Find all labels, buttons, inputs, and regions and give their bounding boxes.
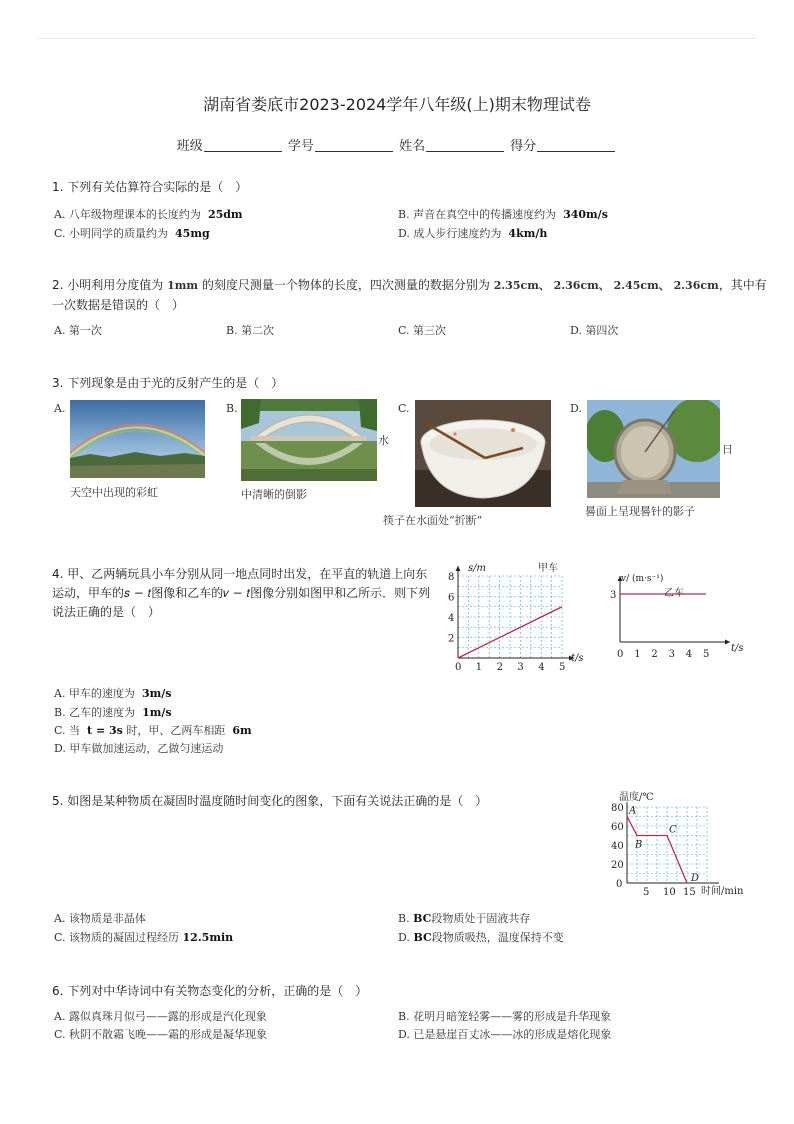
chart-cool-ylabel: 温度/℃ (619, 792, 654, 803)
chart-yi-xtick: 1 (634, 649, 641, 660)
q4-stem-line2: 运动，甲车的𝑠 − 𝑡图像和乙车的𝑣 − 𝑡图像分别如图甲和乙所示．则下列 (52, 586, 431, 600)
q5-chart-cooling (605, 788, 750, 896)
bridge-reflection-photo (241, 399, 377, 481)
q4-stem-line3: 说法正确的是（ ） (52, 605, 161, 619)
q6-option-b[interactable]: B. 花明月暗笼轻雾——雾的形成是升华现象 (398, 1010, 612, 1023)
q2-option-d[interactable]: D. 第四次 (570, 324, 619, 337)
q3-b-caption: 中清晰的倒影 (241, 488, 307, 501)
chart-yi-ylabel: v/ (m·s⁻¹) (621, 574, 664, 584)
q2-option-a[interactable]: A. 第一次 (54, 324, 102, 337)
chart-jia-xtick: 0 (455, 662, 462, 672)
chart-cool-point-label: D (691, 873, 700, 884)
chart-cool-ytick: 60 (611, 822, 624, 833)
q5-stem: 5. 如图是某种物质在凝固时温度随时间变化的图象，下面有关说法正确的是（ ） (52, 794, 488, 808)
chart-jia-xtick: 2 (496, 662, 503, 672)
chart-jia-ytick: 4 (448, 613, 455, 624)
q4-stem-line1: 4. 甲、乙两辆玩具小车分别从同一地点同时出发，在平直的轨道上向东 (52, 567, 428, 581)
q3-b-side-char: 水 (378, 434, 389, 447)
q4-chart-jia (440, 560, 590, 672)
chart-cool-point-label: C (669, 824, 677, 836)
chart-jia-xtick: 5 (559, 662, 566, 672)
chart-yi-xtick: 5 (703, 649, 710, 660)
chart-cool-xtick: 10 (663, 887, 676, 896)
q3-d-side-char: 日 (722, 443, 733, 456)
chart-jia-xlabel: t/s (571, 653, 584, 664)
chart-jia-title: 甲车 (538, 563, 558, 574)
class-blank[interactable] (204, 139, 282, 152)
exam-title: 湖南省娄底市2023-2024学年八年级(上)期末物理试卷 (203, 95, 591, 114)
q6-option-d[interactable]: D. 已是悬崖百丈冰——冰的形成是熔化现象 (398, 1028, 612, 1041)
chart-cool-ytick: 20 (611, 860, 624, 871)
q4-chart-yi (608, 570, 748, 662)
chart-yi-xtick: 0 (617, 649, 624, 660)
chart-yi-xtick: 2 (651, 649, 658, 660)
q3-option-a-label[interactable]: A. (54, 402, 66, 415)
q2-stem-line2: 一次数据是错误的（ ） (52, 298, 185, 312)
q1-option-c[interactable]: C. 小明同学的质量约为 45mg (54, 227, 210, 240)
q3-stem: 3. 下列现象是由于光的反射产生的是（ ） (52, 376, 284, 390)
top-divider (38, 38, 756, 39)
chart-cool-axes (611, 802, 719, 896)
q1-stem: 1. 下列有关估算符合实际的是（ ） (52, 180, 248, 194)
chart-jia-xtick: 4 (538, 662, 545, 672)
chart-jia-ylabel: s/m (468, 563, 486, 574)
rainbow-photo (70, 400, 205, 478)
score-label: 得分 (510, 139, 537, 154)
sundial-photo (587, 400, 720, 498)
q4-option-c[interactable]: C. 当 t = 3s 时，甲、乙两车相距 6m (54, 724, 252, 737)
q4-option-b[interactable]: B. 乙车的速度为 1m/s (54, 706, 172, 719)
chart-yi-xtick: 4 (685, 649, 693, 660)
q6-option-a[interactable]: A. 露似真珠月似弓——露的形成是汽化现象 (54, 1010, 267, 1023)
chart-jia-axes (448, 566, 574, 672)
q1-option-d[interactable]: D. 成人步行速度约为 4km/h (398, 227, 548, 240)
id-label: 学号 (287, 139, 314, 154)
chart-jia-ytick: 8 (448, 572, 455, 583)
chart-jia-yarrow (456, 566, 461, 571)
chart-jia-ytick: 2 (448, 633, 455, 645)
q3-d-caption: 晷面上呈现晷针的影子 (585, 505, 695, 518)
q2-option-c[interactable]: C. 第三次 (398, 324, 447, 337)
chart-jia-xtick: 3 (517, 662, 524, 672)
q6-stem: 6. 下列对中华诗词中有关物态变化的分析，正确的是（ ） (52, 984, 368, 998)
chart-jia-ytick: 6 (448, 592, 455, 604)
chart-cool-xtick: 5 (643, 887, 650, 896)
score-blank[interactable] (537, 139, 615, 152)
chart-jia-marks (458, 607, 562, 658)
chart-yi-title: 乙车 (664, 588, 684, 599)
chart-jia-xtick: 1 (475, 662, 483, 672)
q1-option-b[interactable]: B. 声音在真空中的传播速度约为 340m/s (398, 208, 608, 221)
q5-option-b[interactable]: B. BC段物质处于固液共存 (398, 912, 531, 925)
q3-option-c-label[interactable]: C. (398, 402, 410, 415)
q5-option-a[interactable]: A. 该物质是非晶体 (54, 912, 146, 925)
name-label: 姓名 (399, 139, 426, 154)
chart-cool-xlabel: 时间/min (701, 886, 744, 896)
q4-option-a[interactable]: A. 甲车的速度为 3m/s (54, 687, 172, 700)
q5-option-c[interactable]: C. 该物质的凝固过程经历 12.5min (54, 931, 234, 944)
q3-c-caption: 筷子在水面处“折断” (383, 514, 483, 527)
chart-cool-ytick: 40 (611, 841, 624, 852)
q5-option-d[interactable]: D. BC段物质吸热，温度保持不变 (398, 931, 564, 944)
q3-option-d-label[interactable]: D. (570, 402, 582, 415)
chart-jia-grid (458, 576, 562, 658)
chart-cool-xtick: 15 (683, 887, 696, 896)
q4-option-d[interactable]: D. 甲车做加速运动，乙做匀速运动 (54, 742, 224, 755)
chart-cool-point-label: B (635, 839, 643, 851)
chart-yi-ytick: 3 (610, 590, 617, 601)
chart-yi-xlabel: t/s (731, 643, 744, 654)
chart-cool-point-label: A (629, 805, 637, 817)
q3-a-caption: 天空中出现的彩虹 (70, 486, 158, 499)
chart-yi-xtick: 3 (668, 649, 675, 660)
chopsticks-bowl-photo (415, 400, 551, 507)
chart-cool-ytick: 80 (611, 803, 624, 814)
class-label: 班级 (176, 139, 203, 154)
chart-jia-series-line (458, 607, 562, 658)
q2-option-b[interactable]: B. 第二次 (226, 324, 275, 337)
q1-option-a[interactable]: A. 八年级物理课本的长度约为 25dm (54, 208, 243, 221)
chart-cool-origin: 0 (616, 879, 623, 890)
chart-yi-xarrow (725, 640, 730, 645)
q2-stem-line1: 2. 小明利用分度值为 1mm 的刻度尺测量一个物体的长度，四次测量的数据分别为 2.35cm、 2.36cm、 2.45cm、 2.36cm，其中有 (52, 278, 767, 292)
id-blank[interactable] (315, 139, 393, 152)
student-info-line (0, 135, 794, 154)
q6-option-c[interactable]: C. 秋阴不散霜飞晚——霜的形成是凝华现象 (54, 1028, 268, 1041)
q3-option-b-label[interactable]: B. (226, 402, 238, 415)
name-blank[interactable] (426, 139, 504, 152)
